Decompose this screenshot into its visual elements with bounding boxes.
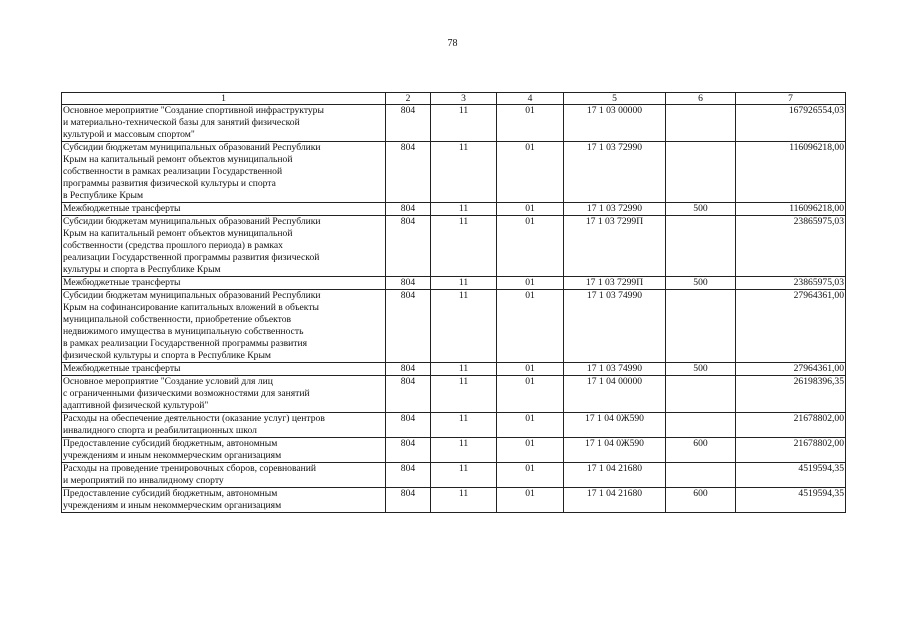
row-name: Расходы на обеспечение деятельности (оказание услуг) центров инвалидного спорта и реабилитационных школ [62,413,386,438]
table-row [62,363,846,376]
amount: 167926554,03 [736,105,846,142]
table-row [62,438,846,463]
amount: 116096218,00 [736,142,846,203]
section-code: 11 [431,216,497,277]
section-code: 11 [431,363,497,376]
ministry-code: 804 [386,277,431,290]
ministry-code: 804 [386,142,431,203]
subsection-code: 01 [497,413,564,438]
section-code: 11 [431,203,497,216]
row-name: Основное мероприятие "Создание условий для лиц с ограниченными физическими возможностями для занятий адаптивной физической культурой" [62,376,386,413]
table-row [62,142,846,203]
target-article-code: 17 1 03 74990 [564,290,666,363]
section-code: 11 [431,488,497,513]
ministry-code: 804 [386,203,431,216]
subsection-code: 01 [497,216,564,277]
row-name: Межбюджетные трансферты [62,363,386,376]
ministry-code: 804 [386,413,431,438]
section-code: 11 [431,463,497,488]
column-header: 5 [564,93,666,105]
amount: 27964361,00 [736,290,846,363]
target-article-code: 17 1 04 00000 [564,376,666,413]
column-header: 3 [431,93,497,105]
table-row [62,277,846,290]
expense-type-code [666,290,736,363]
amount: 4519594,35 [736,488,846,513]
expense-type-code [666,105,736,142]
amount: 116096218,00 [736,203,846,216]
subsection-code: 01 [497,463,564,488]
section-code: 11 [431,290,497,363]
row-name: Предоставление субсидий бюджетным, автономным учреждениям и иным некоммерческим организациям [62,438,386,463]
expense-type-code [666,376,736,413]
expense-type-code [666,216,736,277]
section-code: 11 [431,376,497,413]
column-header: 6 [666,93,736,105]
amount: 23865975,03 [736,277,846,290]
row-name: Субсидии бюджетам муниципальных образований Республики Крым на капитальный ремонт объектов муниципальной собственности (средства прошлого периода) в рамках реализации Государственной программы развития физической культуры и спорта в Республике Крым [62,216,386,277]
amount: 21678802,00 [736,438,846,463]
subsection-code: 01 [497,488,564,513]
column-header: 4 [497,93,564,105]
row-name: Субсидии бюджетам муниципальных образований Республики Крым на капитальный ремонт объектов муниципальной собственности в рамках реализации Государственной программы развития физической культуры и спорта в Республике Крым [62,142,386,203]
row-name: Предоставление субсидий бюджетным, автономным учреждениям и иным некоммерческим организациям [62,488,386,513]
expense-type-code: 600 [666,438,736,463]
row-name: Субсидии бюджетам муниципальных образований Республики Крым на софинансирование капитальных вложений в объекты муниципальной собственности, приобретение объектов недвижимого имущества в муниципальную собственность в рамках реализации Государственной программы развития физической культуры и спорта в Республике Крым [62,290,386,363]
table-row [62,488,846,513]
target-article-code: 17 1 04 0Ж590 [564,438,666,463]
ministry-code: 804 [386,438,431,463]
table-row [62,216,846,277]
subsection-code: 01 [497,363,564,376]
expense-type-code: 500 [666,203,736,216]
section-code: 11 [431,142,497,203]
subsection-code: 01 [497,203,564,216]
expense-type-code [666,413,736,438]
amount: 26198396,35 [736,376,846,413]
budget-table [61,92,846,513]
expense-type-code: 600 [666,488,736,513]
ministry-code: 804 [386,105,431,142]
table-header-row [62,93,846,105]
table-row [62,463,846,488]
subsection-code: 01 [497,142,564,203]
section-code: 11 [431,277,497,290]
table-row [62,290,846,363]
expense-type-code: 500 [666,277,736,290]
column-header: 2 [386,93,431,105]
ministry-code: 804 [386,376,431,413]
section-code: 11 [431,105,497,142]
target-article-code: 17 1 04 21680 [564,463,666,488]
table-row [62,413,846,438]
target-article-code: 17 1 03 74990 [564,363,666,376]
amount: 27964361,00 [736,363,846,376]
table-row [62,203,846,216]
expense-type-code [666,463,736,488]
target-article-code: 17 1 03 00000 [564,105,666,142]
ministry-code: 804 [386,290,431,363]
ministry-code: 804 [386,216,431,277]
target-article-code: 17 1 04 0Ж590 [564,413,666,438]
row-name: Основное мероприятие "Создание спортивной инфраструктуры и материально-технической базы для занятий физической культурой и массовым спортом" [62,105,386,142]
amount: 21678802,00 [736,413,846,438]
section-code: 11 [431,413,497,438]
section-code: 11 [431,438,497,463]
expense-type-code: 500 [666,363,736,376]
column-header: 7 [736,93,846,105]
ministry-code: 804 [386,363,431,376]
table-row [62,105,846,142]
table-row [62,376,846,413]
table-body [62,105,846,513]
column-header: 1 [62,93,386,105]
target-article-code: 17 1 03 72990 [564,142,666,203]
row-name: Расходы на проведение тренировочных сборов, соревнований и мероприятий по инвалидному спорту [62,463,386,488]
target-article-code: 17 1 03 7299П [564,216,666,277]
subsection-code: 01 [497,277,564,290]
subsection-code: 01 [497,290,564,363]
row-name: Межбюджетные трансферты [62,277,386,290]
subsection-code: 01 [497,438,564,463]
subsection-code: 01 [497,105,564,142]
row-name: Межбюджетные трансферты [62,203,386,216]
target-article-code: 17 1 04 21680 [564,488,666,513]
amount: 23865975,03 [736,216,846,277]
ministry-code: 804 [386,488,431,513]
target-article-code: 17 1 03 72990 [564,203,666,216]
subsection-code: 01 [497,376,564,413]
ministry-code: 804 [386,463,431,488]
expense-type-code [666,142,736,203]
page-number: 78 [447,38,458,49]
target-article-code: 17 1 03 7299П [564,277,666,290]
amount: 4519594,35 [736,463,846,488]
